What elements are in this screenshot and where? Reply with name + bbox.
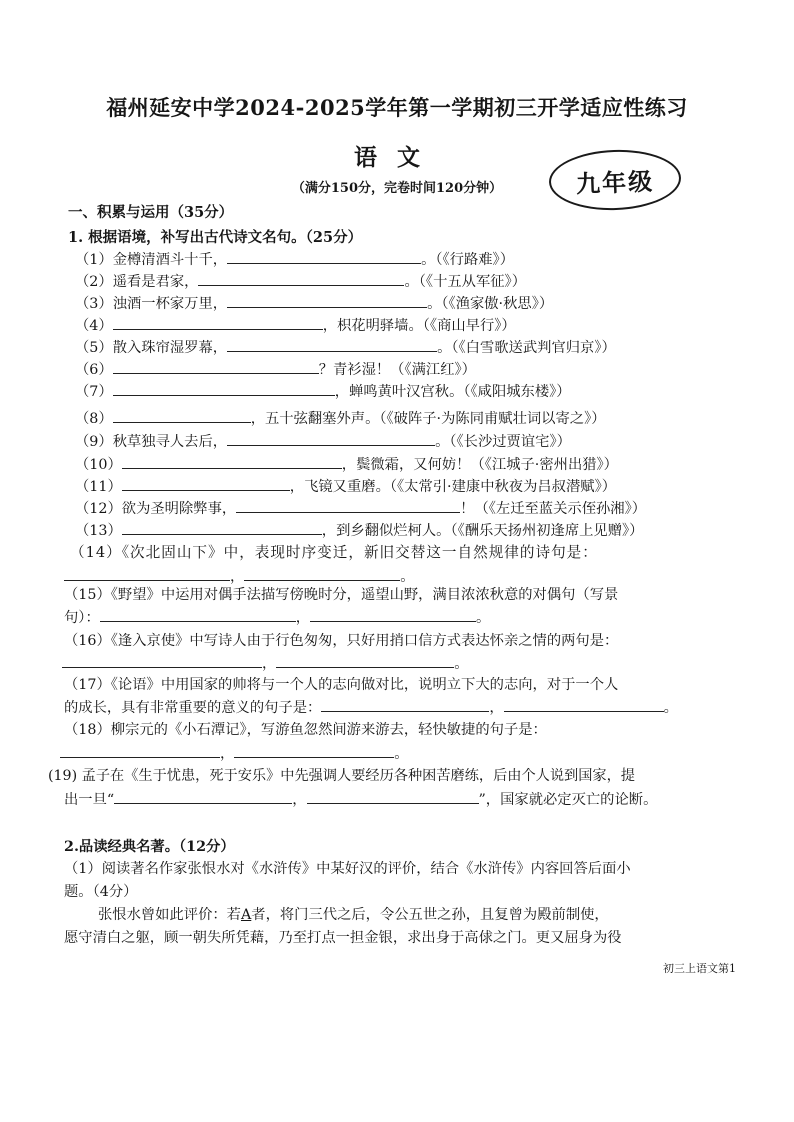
- item-source: 。（《渔家傲·秋思》）: [427, 296, 554, 312]
- poem-item-5: [75, 337, 616, 358]
- poem-item-10: [75, 454, 618, 475]
- question-14: （14）《次北固山下》中，表现时序变迁，新旧交替这一自然规律的诗句是：: [70, 544, 598, 561]
- item-source: ，鬓微霜，又何妨！（《江城子·密州出猎》）: [341, 457, 618, 473]
- comma: ，: [292, 792, 307, 808]
- answer-blank[interactable]: [122, 454, 342, 469]
- poem-item-3: [75, 293, 553, 314]
- question-17-cont: 的成长，具有非常重要的意义的句子是：: [64, 700, 322, 716]
- answer-blank[interactable]: [504, 697, 664, 712]
- item-source: 。（《十五从军征》）: [404, 274, 527, 290]
- item-prefix: （5）散入珠帘湿罗幕，: [75, 340, 228, 356]
- item-source: 。（《行路难》）: [421, 252, 515, 268]
- answer-blank[interactable]: [113, 359, 319, 374]
- period: 。: [454, 656, 469, 672]
- period: 。: [663, 700, 678, 716]
- period: 。: [400, 569, 415, 585]
- item-prefix: （12）欲为圣明除弊事，: [75, 501, 237, 517]
- exam-title: 福州延安中学2024-2025学年第一学期初三开学适应性练习: [106, 95, 688, 120]
- section2-q1-cont: 题。（4分）: [64, 884, 138, 900]
- passage-blank-a: A: [240, 907, 252, 923]
- passage-text: 者，将门三代之后，令公五世之孙，且复曾为殿前制使，: [251, 907, 609, 923]
- answer-blank[interactable]: [227, 293, 427, 308]
- item-prefix: （4）: [75, 318, 113, 334]
- comma: ，: [295, 610, 311, 626]
- answer-blank[interactable]: [307, 789, 479, 804]
- question-19: (19) 孟子在《生于忧患，死于安乐》中先强调人要经历各种困苦磨练，后由个人说到国家，提: [48, 768, 635, 784]
- item-prefix: （8）: [75, 411, 113, 427]
- quote-close: ”，国家就必定灭亡的论断。: [478, 792, 658, 808]
- item-source: ，枳花明驿墙。（《商山早行》）: [322, 318, 516, 334]
- poem-item-2: [75, 271, 526, 292]
- answer-blank[interactable]: [122, 476, 290, 491]
- answer-blank[interactable]: [321, 697, 489, 712]
- answer-blank[interactable]: [64, 566, 230, 581]
- section2-heading: 2.品读经典名著。（12分）: [64, 839, 235, 855]
- question-16: （16）《逢入京使》中写诗人由于行色匆匆，只好用捎口信方式表达怀亲之情的两句是：: [64, 633, 619, 649]
- answer-blank[interactable]: [100, 607, 296, 622]
- question-18-answer: [60, 743, 409, 764]
- subject-heading: 语文: [354, 144, 440, 171]
- item-prefix: （11）: [75, 479, 122, 495]
- passage-text: 张恨水曾如此评价：若: [98, 907, 241, 923]
- passage-line-1: [98, 905, 609, 925]
- answer-blank[interactable]: [113, 408, 251, 423]
- item-prefix: （9）秋草独寻人去后，: [75, 434, 228, 450]
- question-17-answer: [64, 697, 678, 718]
- item-prefix: （10）: [75, 457, 122, 473]
- item-source: ！（《左迁至蓝关示侄孙湘》）: [460, 501, 647, 517]
- question-16-answer: [62, 653, 469, 674]
- question-15-cont: 句）：: [64, 610, 100, 626]
- answer-blank[interactable]: [227, 431, 435, 446]
- answer-blank[interactable]: [113, 315, 323, 330]
- item-prefix: （1）金樽清酒斗十千，: [75, 252, 228, 268]
- item-source: ？青衫湿！（《满江红》）: [318, 362, 476, 378]
- poem-item-9: [75, 431, 571, 452]
- answer-blank[interactable]: [244, 566, 400, 581]
- question-19-answer: [64, 789, 657, 810]
- comma: ，: [489, 700, 504, 716]
- comma: ，: [220, 746, 235, 762]
- item-prefix: （13）: [75, 523, 122, 539]
- answer-blank[interactable]: [62, 653, 262, 668]
- poem-item-4: [75, 315, 516, 336]
- quote-open: 出一旦“: [64, 792, 115, 808]
- poem-item-12: [75, 498, 646, 519]
- question-15: （15）《野望》中运用对偶手法描写傍晚时分，遥望山野，满目浓浓秋意的对偶句（写景: [64, 587, 619, 603]
- poem-item-1: [75, 249, 514, 270]
- question1-heading: 1. 根据语境，补写出古代诗文名句。（25分）: [68, 229, 363, 246]
- item-source: 。（《长沙过贾谊宅》）: [435, 434, 571, 450]
- question-15-answer: [64, 607, 490, 628]
- period: 。: [476, 610, 491, 626]
- answer-blank[interactable]: [310, 607, 476, 622]
- grade-stamp-text: 九年级: [575, 166, 655, 198]
- poem-item-6: [75, 359, 476, 380]
- poem-item-7: [75, 381, 571, 402]
- section1-heading: 一、积累与运用（35分）: [68, 204, 234, 221]
- answer-blank[interactable]: [113, 381, 335, 396]
- comma: ，: [230, 569, 245, 585]
- answer-blank[interactable]: [60, 743, 220, 758]
- item-source: ，蝉鸣黄叶汉宫秋。（《咸阳城东楼》）: [334, 384, 571, 400]
- item-prefix: （7）: [75, 384, 113, 400]
- page-footer: 初三上语文第1: [663, 962, 736, 975]
- question-17: （17）《论语》中用国家的帅将与一个人的志向做对比，说明立下大的志向，对于一个人: [64, 677, 619, 693]
- section2-q1: （1）阅读著名作家张恨水对《水浒传》中某好汉的评价，结合《水浒传》内容回答后面小: [64, 861, 631, 877]
- answer-blank[interactable]: [227, 249, 421, 264]
- answer-blank[interactable]: [276, 653, 454, 668]
- item-source: ，五十弦翻塞外声。（《破阵子·为陈同甫赋壮词以寄之》）: [250, 411, 606, 427]
- answer-blank[interactable]: [227, 337, 437, 352]
- item-source: ，飞镜又重磨。（《太常引·建康中秋夜为吕叔潜赋》）: [289, 479, 617, 495]
- answer-blank[interactable]: [198, 271, 404, 286]
- score-note: （满分150分，完卷时间120分钟）: [291, 181, 503, 196]
- answer-blank[interactable]: [236, 498, 460, 513]
- question-18: （18）柳宗元的《小石潭记》，写游鱼忽然间游来游去，轻快敏捷的句子是：: [64, 722, 547, 738]
- question-14-answer: [64, 566, 415, 587]
- answer-blank[interactable]: [114, 789, 292, 804]
- item-source: ，到乡翻似烂柯人。（《酬乐天扬州初逢席上见赠》）: [321, 523, 644, 539]
- item-source: 。（《白雪歌送武判官归京》）: [437, 340, 616, 356]
- poem-item-11: [75, 476, 616, 497]
- answer-blank[interactable]: [122, 520, 322, 535]
- poem-item-13: [75, 520, 643, 541]
- item-prefix: （6）: [75, 362, 113, 378]
- answer-blank[interactable]: [234, 743, 394, 758]
- poem-item-8: [75, 408, 606, 429]
- comma: ，: [262, 656, 277, 672]
- item-prefix: （2）遥看是君家，: [75, 274, 199, 290]
- passage-line-2: 愿守清白之躯，顾一朝失所凭藉，乃至打点一担金银，求出身于高俅之门。更又屈身为役: [64, 930, 622, 946]
- item-prefix: （3）浊酒一杯家万里，: [75, 296, 228, 312]
- period: 。: [394, 746, 409, 762]
